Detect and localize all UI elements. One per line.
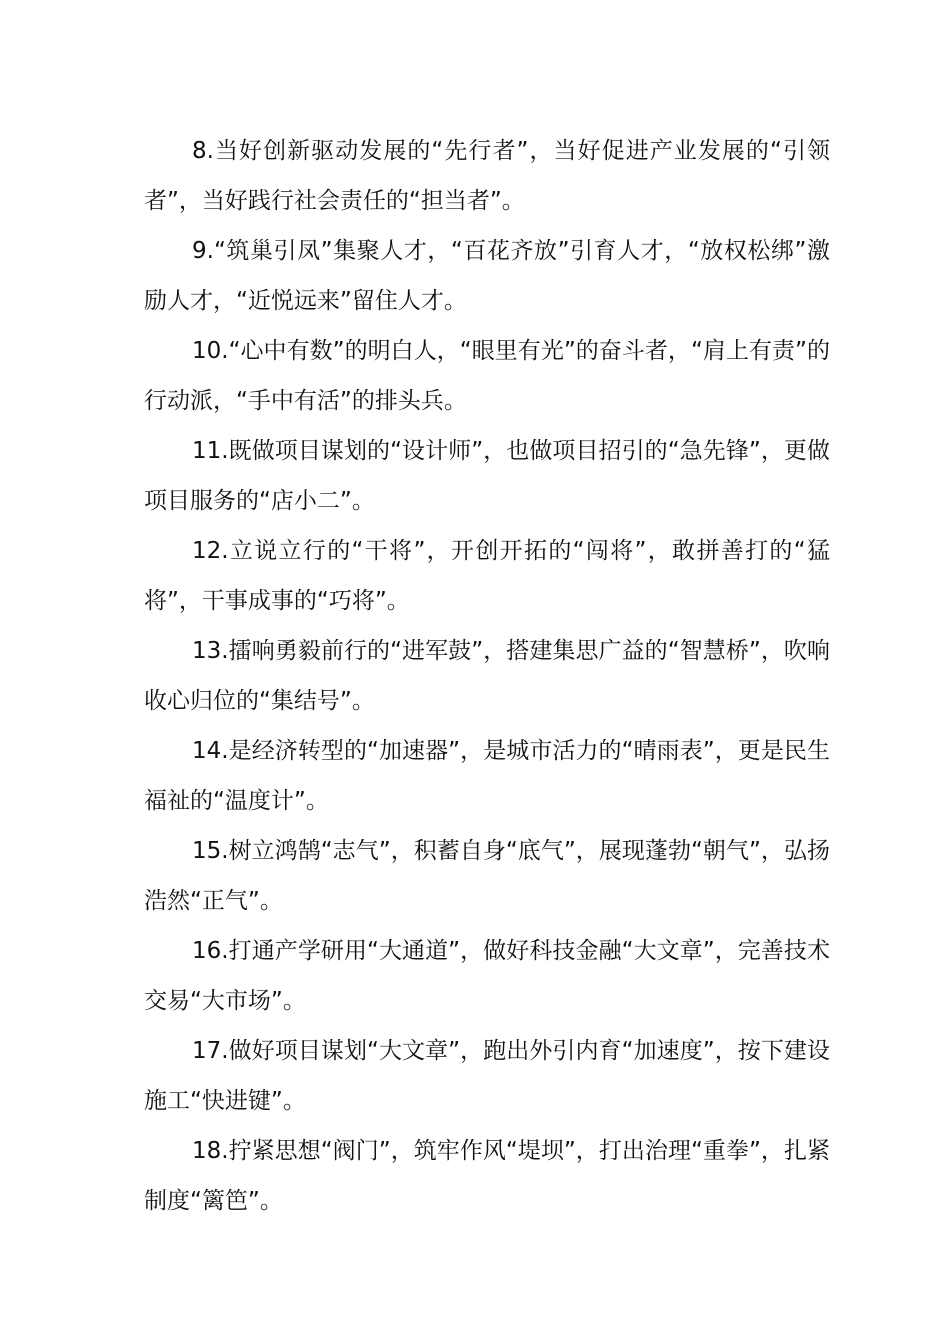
list-item-16: 16.打通产学研用“大通道”，做好科技金融“大文章”，完善技术交易“大市场”。 (144, 938, 830, 1014)
list-item-9: 9.“筑巢引凤”集聚人才，“百花齐放”引育人才，“放权松绑”激励人才，“近悦远来”留住人才。 (144, 238, 830, 314)
list-item-17: 17.做好项目谋划“大文章”，跑出外引内育“加速度”，按下建设施工“快进键”。 (144, 1038, 830, 1114)
document-body (144, 126, 830, 1226)
list-item-13: 13.擂响勇毅前行的“进军鼓”，搭建集思广益的“智慧桥”，吹响收心归位的“集结号”。 (144, 638, 830, 714)
list-item-12: 12.立说立行的“干将”，开创开拓的“闯将”，敢拼善打的“猛将”，干事成事的“巧将”。 (144, 538, 830, 614)
list-item-11: 11.既做项目谋划的“设计师”，也做项目招引的“急先锋”，更做项目服务的“店小二”。 (144, 438, 830, 514)
list-item-8: 8.当好创新驱动发展的“先行者”，当好促进产业发展的“引领者”，当好践行社会责任的“担当者”。 (144, 138, 830, 214)
list-item-14: 14.是经济转型的“加速器”，是城市活力的“晴雨表”，更是民生福祉的“温度计”。 (144, 738, 830, 814)
list-item-18: 18.拧紧思想“阀门”，筑牢作风“堤坝”，打出治理“重拳”，扎紧制度“篱笆”。 (144, 1138, 830, 1214)
list-item-10: 10.“心中有数”的明白人，“眼里有光”的奋斗者，“肩上有责”的行动派，“手中有活”的排头兵。 (144, 338, 830, 414)
list-item-15: 15.树立鸿鹄“志气”，积蓄自身“底气”，展现蓬勃“朝气”，弘扬浩然“正气”。 (144, 838, 830, 914)
